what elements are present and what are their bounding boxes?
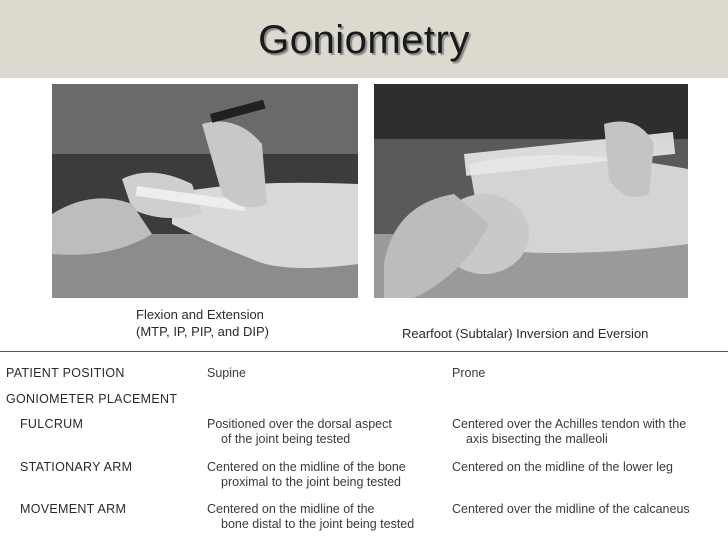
cell-stationary-col1-line2: proximal to the joint being tested (221, 475, 401, 489)
photo-rearfoot-illustration (374, 84, 688, 298)
cell-position-prone: Prone (452, 366, 486, 380)
caption-rearfoot: Rearfoot (Subtalar) Inversion and Eversion (402, 326, 649, 341)
caption-left-line1: Flexion and Extension (136, 307, 264, 322)
table-top-rule (0, 351, 728, 352)
photo-rearfoot-inversion-eversion (374, 84, 688, 298)
cell-fulcrum-col2-line1: Centered over the Achilles tendon with the (452, 417, 687, 431)
cell-position-supine: Supine (207, 366, 246, 380)
row-label-stationary-arm: STATIONARY ARM (20, 460, 133, 474)
cell-fulcrum-col1 (207, 417, 392, 447)
cell-stationary-col1-line1: Centered on the midline of the bone (207, 460, 406, 474)
photo-toe-flexion-extension (52, 84, 358, 298)
row-label-goniometer-placement: GONIOMETER PLACEMENT (6, 392, 178, 406)
cell-stationary-col2: Centered on the midline of the lower leg (452, 460, 673, 474)
cell-movement-col1 (207, 502, 414, 532)
row-label-movement-arm: MOVEMENT ARM (20, 502, 127, 516)
row-label-fulcrum: FULCRUM (20, 417, 84, 431)
cell-fulcrum-col2-line2: axis bisecting the malleoli (466, 432, 608, 446)
cell-movement-col2: Centered over the midline of the calcaneus (452, 502, 690, 516)
cell-fulcrum-col1-line2: of the joint being tested (221, 432, 351, 446)
caption-flexion-extension (136, 306, 269, 340)
cell-stationary-col1 (207, 460, 406, 490)
photo-toe-illustration (52, 84, 358, 298)
cell-fulcrum-col2 (452, 417, 686, 447)
caption-left-line2: (MTP, IP, PIP, and DIP) (136, 324, 269, 339)
slide-title: Goniometry (258, 18, 470, 62)
cell-movement-col1-line2: bone distal to the joint being tested (221, 517, 415, 531)
row-label-patient-position: PATIENT POSITION (6, 366, 125, 380)
cell-fulcrum-col1-line1: Positioned over the dorsal aspect (207, 417, 392, 431)
cell-movement-col1-line1: Centered on the midline of the (207, 502, 375, 516)
